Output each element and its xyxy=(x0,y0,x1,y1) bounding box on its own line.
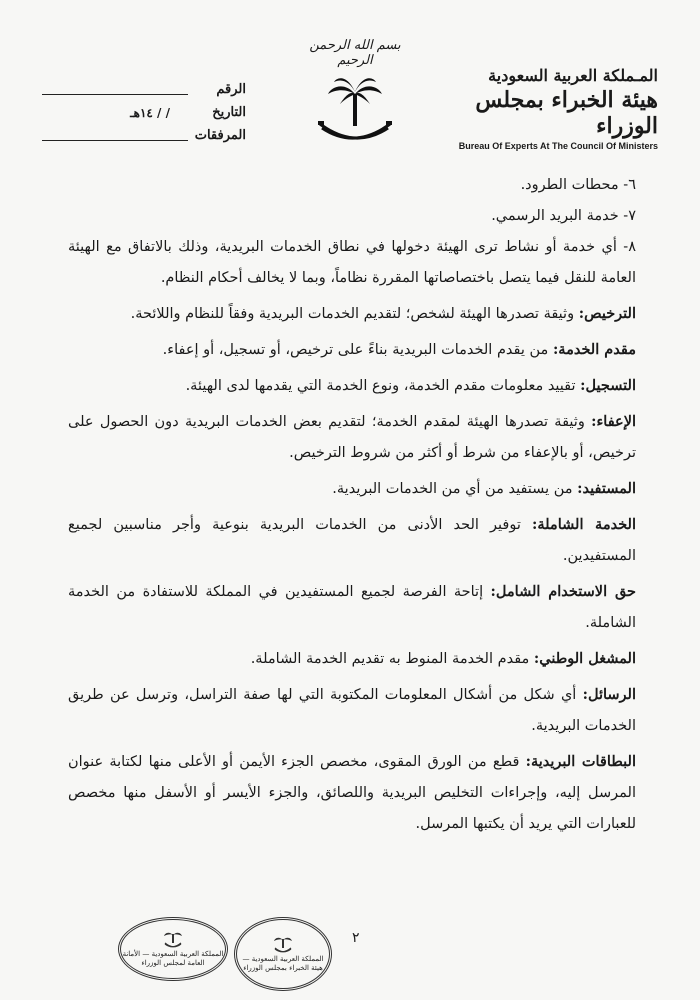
attachments-line xyxy=(42,130,188,141)
date-row xyxy=(36,101,246,124)
letterhead-emblem-block xyxy=(300,38,410,152)
definition-text: وثيقة تصدرها الهيئة لشخص؛ لتقديم الخدمات البريدية وفقاً للنظام واللائحة. xyxy=(130,306,579,322)
list-item: ٧- خدمة البريد الرسمي. xyxy=(491,208,636,224)
page-number: ٢ xyxy=(352,930,360,946)
definition-postcards xyxy=(68,746,636,840)
definition-universal-access xyxy=(68,576,636,639)
reference-label: الرقم xyxy=(216,82,246,97)
definition-term: الإعفاء: xyxy=(591,413,636,430)
list-item: ٦- محطات الطرود. xyxy=(520,177,636,193)
definition-exemption xyxy=(68,406,636,469)
definition-term: المستفيد: xyxy=(577,480,636,497)
definition-text: وثيقة تصدرها الهيئة لمقدم الخدمة؛ لتقديم بعض الخدمات البريدية دون الحصول على ترخيص، أو بالإعفاء من شرط أو أكثر من شروط الترخيص. xyxy=(68,414,636,461)
letterhead-institution xyxy=(458,66,658,151)
date-label: التاريخ xyxy=(212,105,246,120)
letterhead-reference-fields xyxy=(36,78,246,147)
reference-line xyxy=(42,84,188,95)
seal-text: المملكة العربية السعودية — الأمانة العامة لمجلس الوزراء xyxy=(122,950,224,967)
definition-universal-service xyxy=(68,509,636,572)
definition-text: أي شكل من أشكال المعلومات المكتوبة التي لها صفة التراسل، وترسل عن طريق الخدمات البريدية. xyxy=(68,687,636,734)
document-body xyxy=(68,170,636,840)
definition-term: الرسائل: xyxy=(582,686,636,703)
definition-national-operator xyxy=(68,643,636,675)
definition-text: من يستفيد من أي من الخدمات البريدية. xyxy=(332,481,578,497)
definition-text: توفير الحد الأدنى من الخدمات البريدية بنوعية وأجر مناسبين لجميع المستفيدين. xyxy=(68,517,636,564)
palm-swords-emblem-icon xyxy=(310,72,400,152)
definition-term: حق الاستخدام الشامل: xyxy=(490,583,636,600)
definition-term: مقدم الخدمة: xyxy=(552,341,636,358)
seal-general-secretariat xyxy=(118,917,228,981)
seal-bureau-of-experts xyxy=(234,917,332,991)
attachments-row xyxy=(36,124,246,147)
definition-term: المشغل الوطني: xyxy=(533,650,636,667)
definition-text: إتاحة الفرصة لجميع المستفيدين في المملكة للاستفادة من الخدمة الشاملة. xyxy=(68,584,636,631)
definition-text: مقدم الخدمة المنوط به تقديم الخدمة الشاملة. xyxy=(250,651,534,667)
seal-emblem-icon xyxy=(162,930,184,950)
seal-emblem-icon xyxy=(272,935,294,955)
list-item: ٨- أي خدمة أو نشاط ترى الهيئة دخولها في نطاق الخدمات البريدية، وذلك بالاتفاق مع الهيئة العامة للنقل فيما يتصل باختصاصاتها المقررة نظاماً، وبما لا يخالف أحكام النظام. xyxy=(68,239,636,286)
reference-number-row xyxy=(36,78,246,101)
date-value: / / ١٤هـ xyxy=(130,105,170,120)
basmala: بسم الله الرحمن الرحيم xyxy=(309,38,401,68)
attachments-label: المرفقات xyxy=(194,128,246,143)
definition-service-provider xyxy=(68,334,636,366)
definition-text: من يقدم الخدمات البريدية بناءً على ترخيص، أو تسجيل، أو إعفاء. xyxy=(162,342,553,358)
definition-licence xyxy=(68,298,636,330)
definition-term: الخدمة الشاملة: xyxy=(532,516,636,533)
definition-text: تقييد معلومات مقدم الخدمة، ونوع الخدمة التي يقدمها لدى الهيئة. xyxy=(185,378,581,394)
bureau-name-arabic: هيئة الخبراء بمجلس الوزراء xyxy=(475,87,658,139)
definition-term: التسجيل: xyxy=(580,377,636,394)
bureau-name-english: Bureau Of Experts At The Council Of Ministers xyxy=(458,141,658,151)
definition-registration xyxy=(68,370,636,402)
seal-text: المملكة العربية السعودية — هيئة الخبراء بمجلس الوزراء xyxy=(242,955,324,972)
definition-text: قطع من الورق المقوى، مخصص الجزء الأيمن أو الأعلى منها لكتابة عنوان المرسل إليه، وإجراءات التخليص البريدية واللصائق، والجزء الأيسر أو الأسفل منها مخصص للعبارات التي يريد أن يكتبها المرسل. xyxy=(68,754,636,832)
definition-letters xyxy=(68,679,636,742)
definition-term: البطاقات البريدية: xyxy=(525,753,636,770)
kingdom-name: المـملكة العربية السعودية xyxy=(488,66,658,85)
definition-beneficiary xyxy=(68,473,636,505)
definition-term: الترخيص: xyxy=(578,305,636,322)
